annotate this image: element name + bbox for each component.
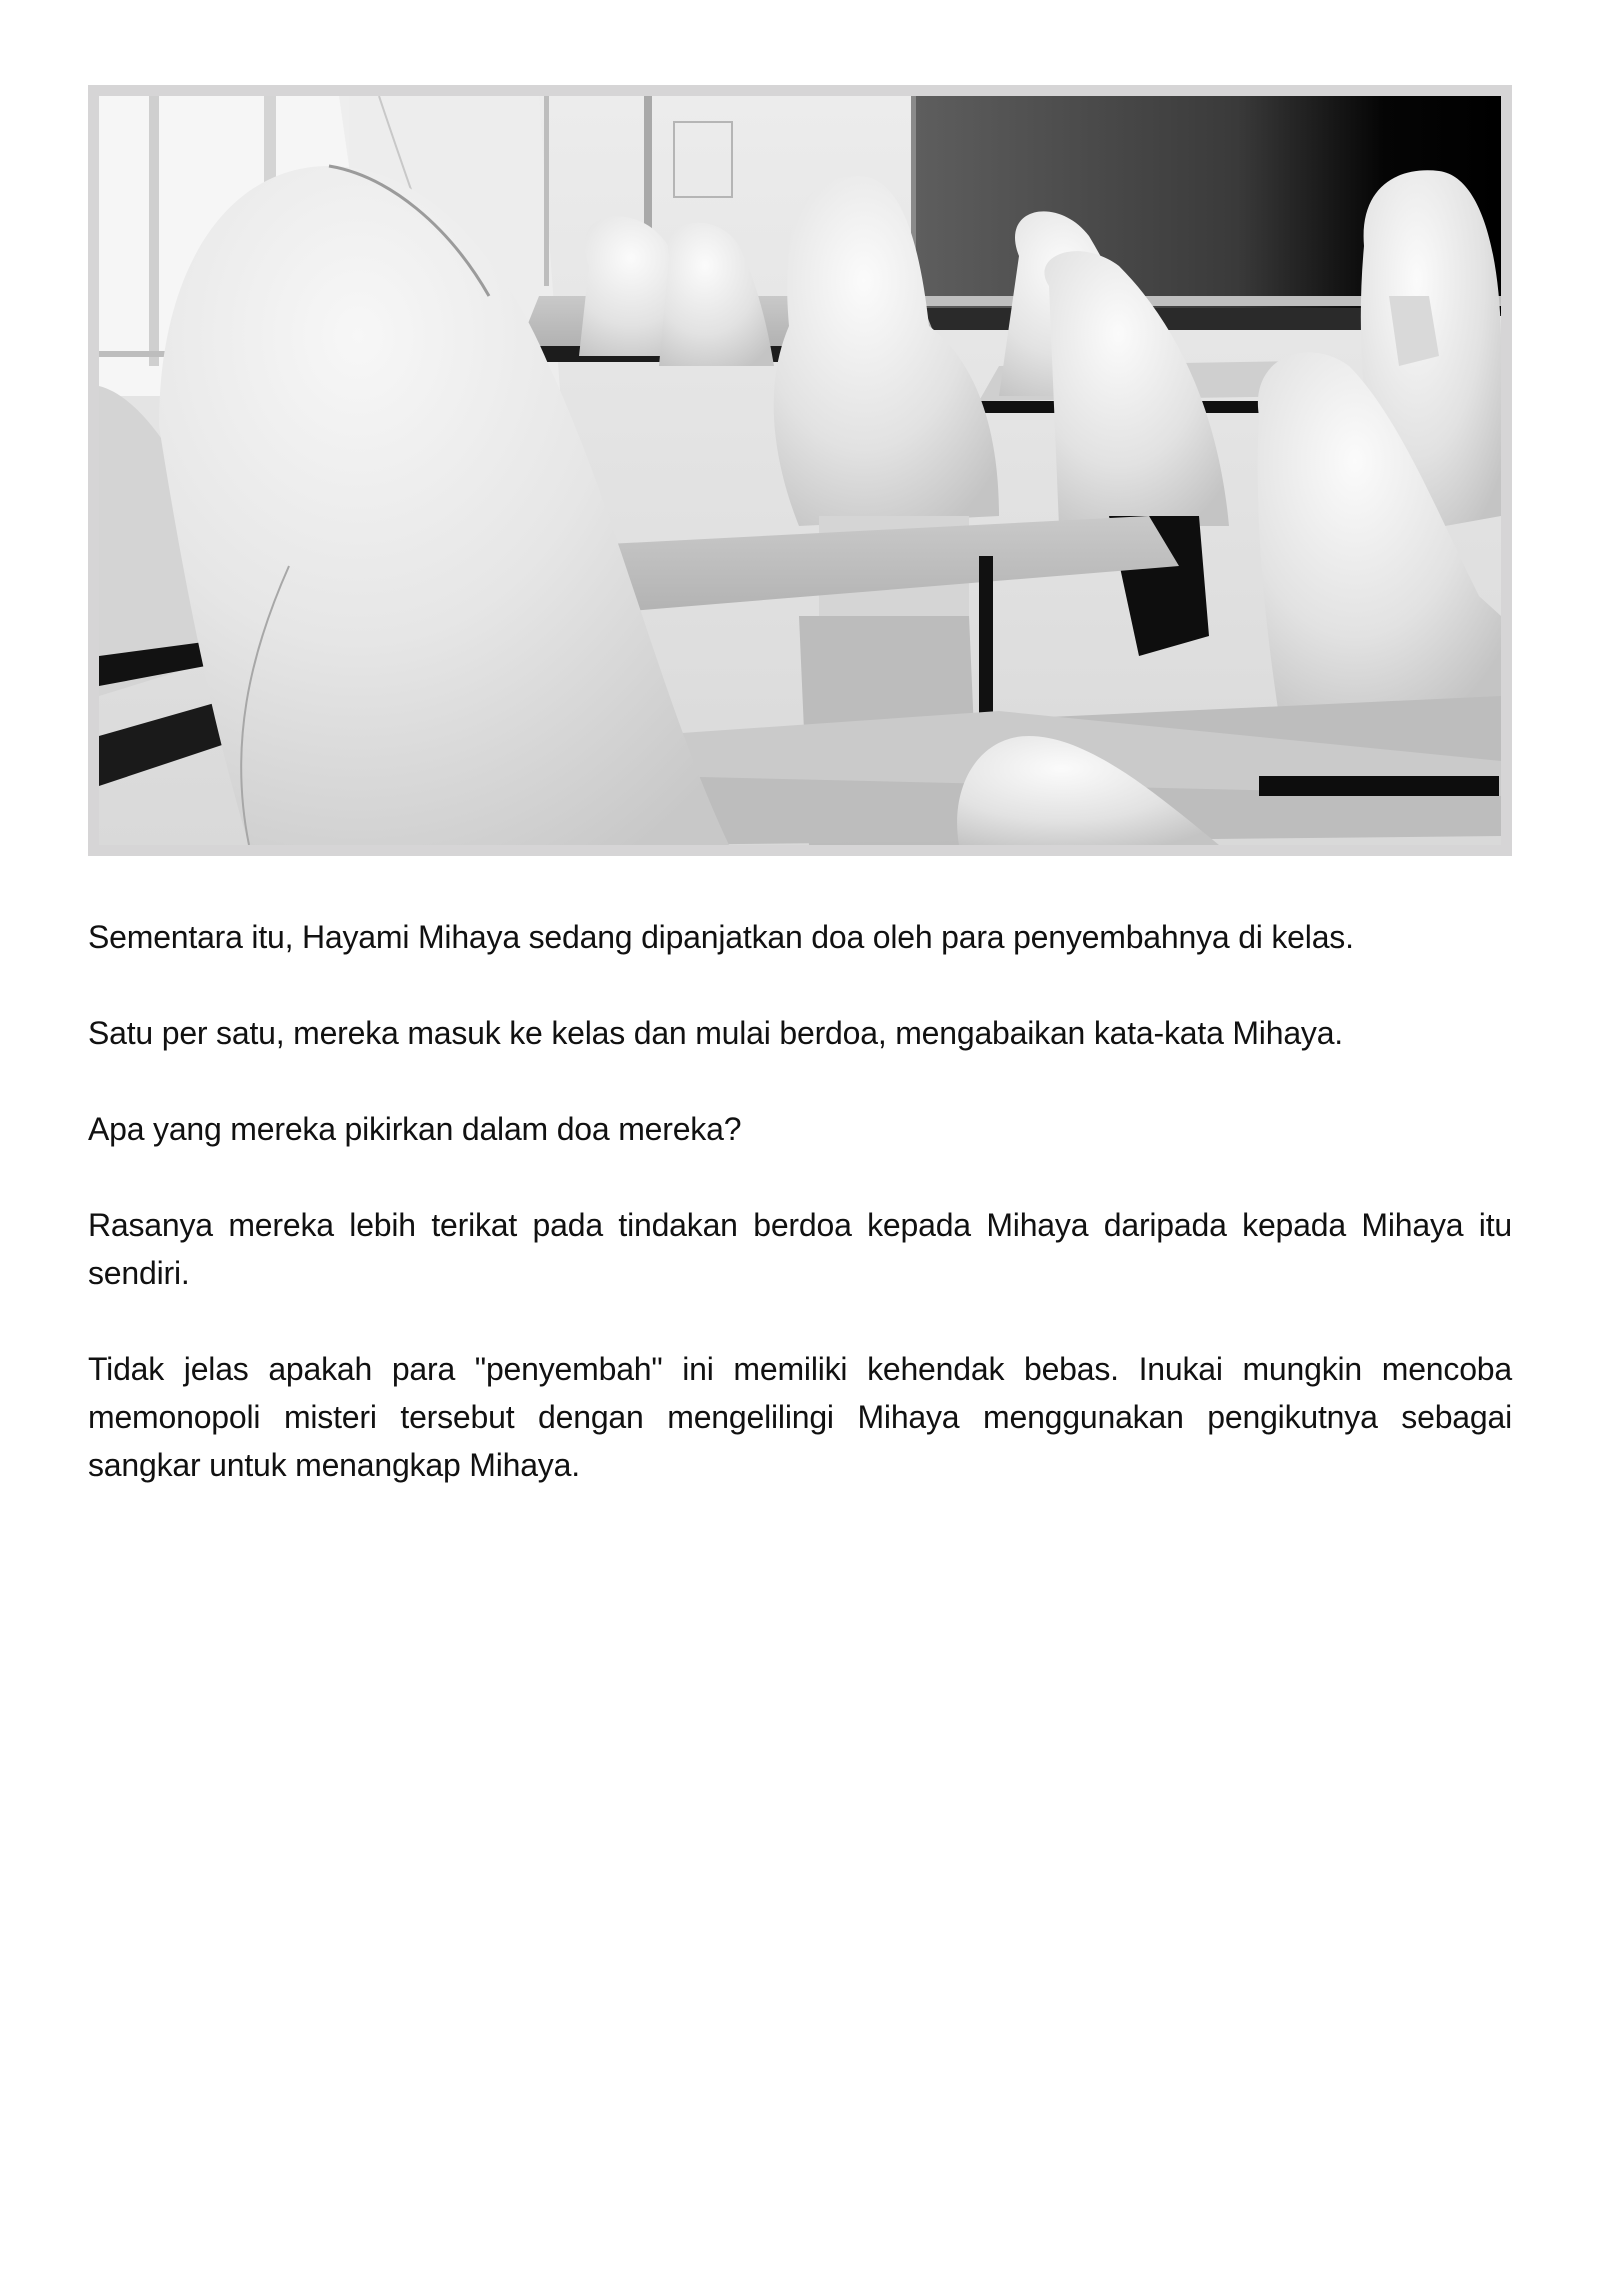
paragraph-3: Apa yang mereka pikirkan dalam doa mereka? — [88, 1111, 742, 1147]
classroom-illustration — [99, 96, 1501, 845]
body-text — [88, 913, 1512, 1537]
paragraph-1: Sementara itu, Hayami Mihaya sedang dipanjatkan doa oleh para penyembahnya di kelas. — [88, 919, 1354, 955]
paragraph-4: Rasanya mereka lebih terikat pada tindakan berdoa kepada Mihaya daripada kepada Mihaya itu sendiri. — [88, 1207, 1512, 1291]
paragraph-5: Tidak jelas apakah para "penyembah" ini memiliki kehendak bebas. Inukai mungkin mencoba memonopoli misteri tersebut dengan mengelilingi Mihaya menggunakan pengikutnya sebagai sangkar untuk menangkap Mihaya. — [88, 1351, 1512, 1483]
illustration-frame — [88, 85, 1512, 856]
paragraph-2: Satu per satu, mereka masuk ke kelas dan mulai berdoa, mengabaikan kata-kata Mihaya. — [88, 1015, 1343, 1051]
